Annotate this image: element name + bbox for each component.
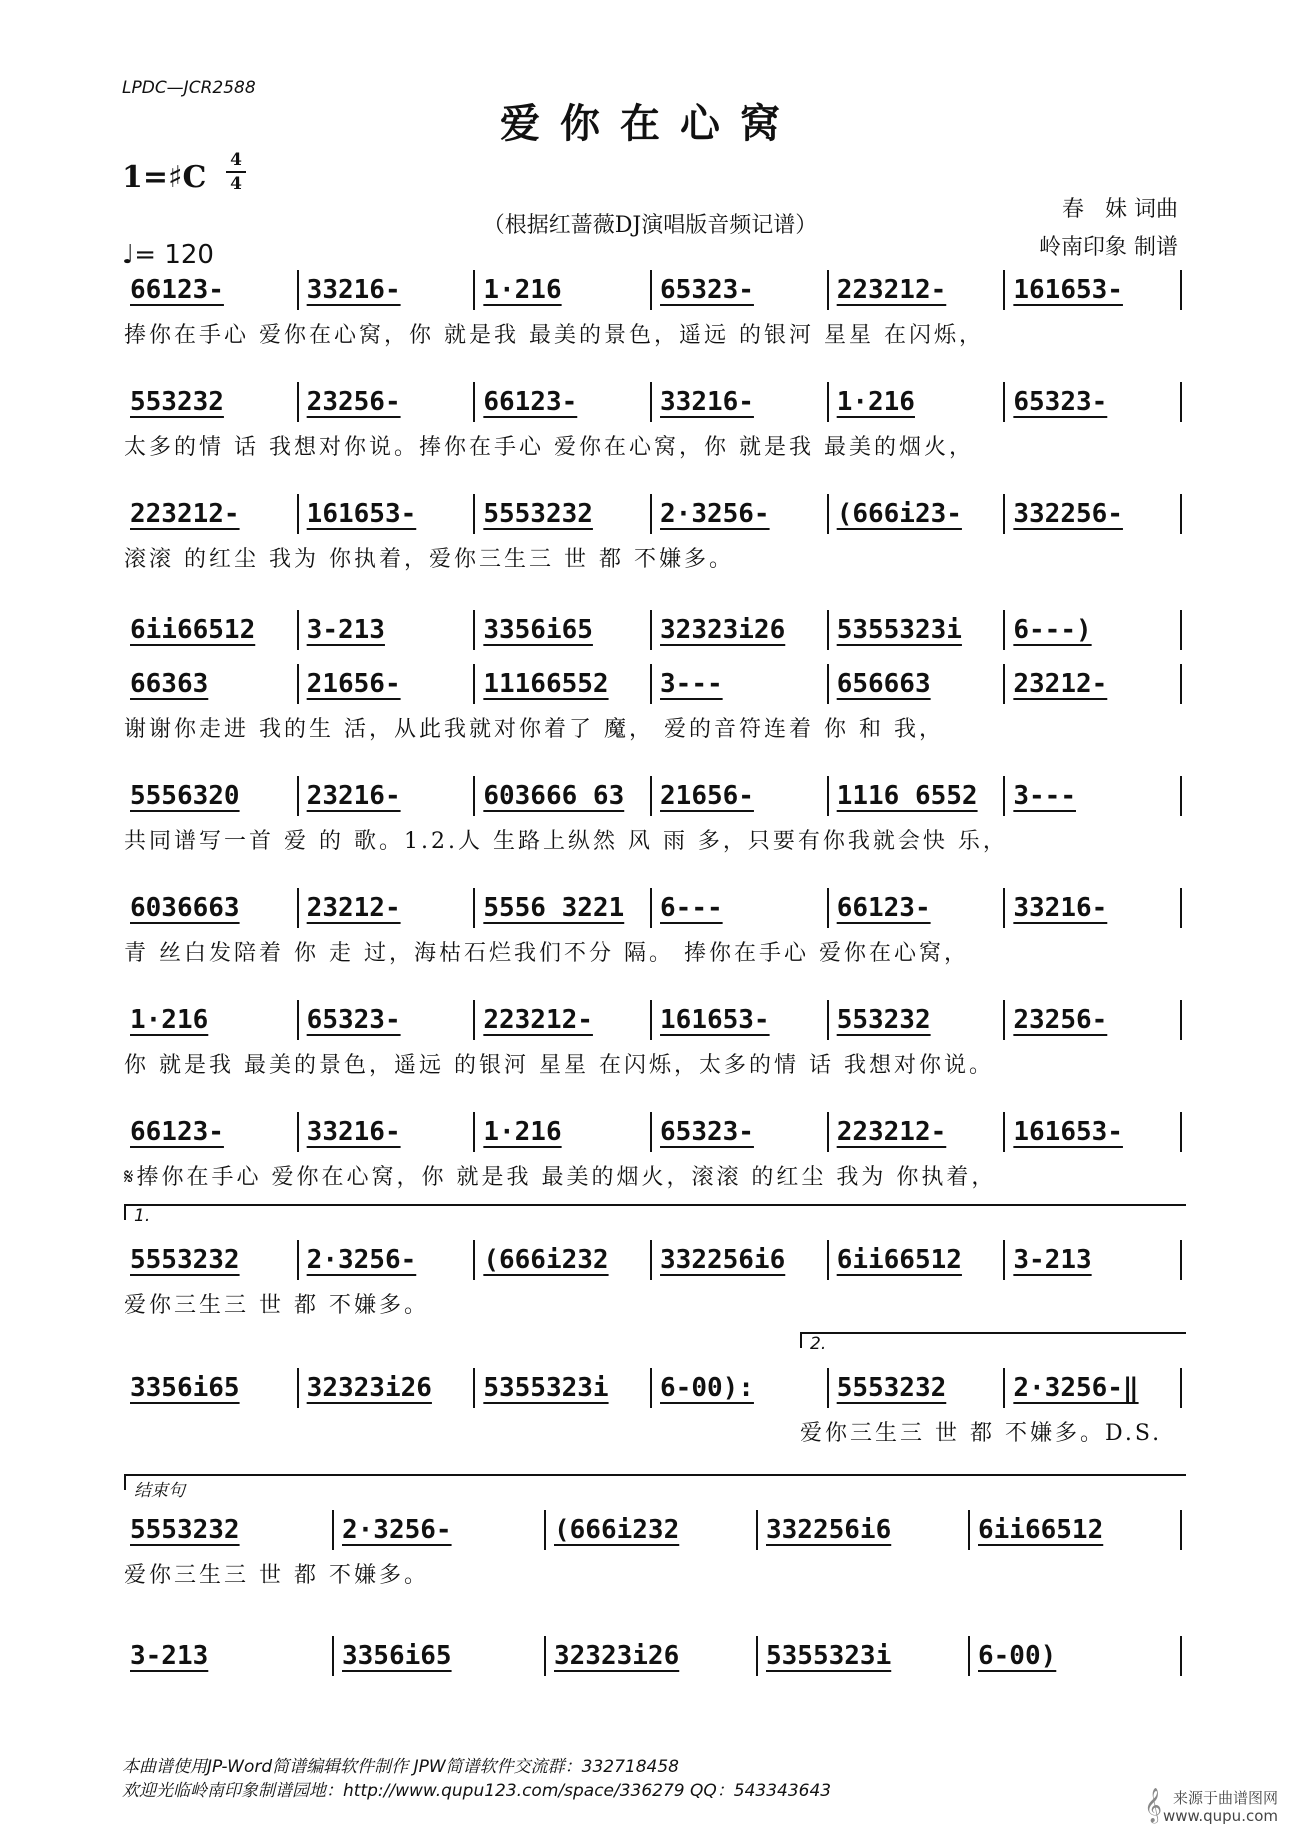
measure: 5355323i <box>475 1368 652 1408</box>
measure: 5355323i <box>829 610 1006 650</box>
measure: 3356i65 <box>122 1368 299 1408</box>
measure: 32323i26 <box>299 1368 476 1408</box>
notation-line <box>122 664 1182 704</box>
measure: 3--- <box>1005 776 1182 816</box>
meter-bottom: 4 <box>230 174 242 194</box>
measure: 161653- <box>1005 1112 1182 1152</box>
measure: 21656- <box>652 776 829 816</box>
measure: 21656- <box>299 664 476 704</box>
measure: 33216- <box>652 382 829 422</box>
notation-line <box>122 270 1182 310</box>
measure: 332256i6 <box>652 1240 829 1280</box>
measure: 2·3256- <box>652 494 829 534</box>
measure: 3-213 <box>299 610 476 650</box>
measure: 223212- <box>475 1000 652 1040</box>
meter-bar <box>226 171 246 173</box>
lyrics-line-2: 爱你三生三 世 都 不嫌多。D.S. <box>800 1421 1163 1446</box>
measure: 33216- <box>299 270 476 310</box>
measure: 23212- <box>299 888 476 928</box>
measure: 2·3256- <box>334 1510 546 1550</box>
measure: 603666 63 <box>475 776 652 816</box>
volta-label-2: 2. <box>810 1334 827 1354</box>
measure: 6ii66512 <box>829 1240 1006 1280</box>
lyrics-credit: 春 妹 词曲 <box>1062 197 1178 222</box>
measure: 11166552 <box>475 664 652 704</box>
notation-line <box>122 1112 1182 1152</box>
notation-line <box>122 1636 1182 1676</box>
measure: 5556320 <box>122 776 299 816</box>
measure: 23256- <box>299 382 476 422</box>
volta-bracket <box>124 1204 1186 1226</box>
measure: (666i232 <box>475 1240 652 1280</box>
measure: 66123- <box>829 888 1006 928</box>
volta-label: 结束句 <box>134 1481 185 1501</box>
measure: 5355323i <box>758 1636 970 1676</box>
lyrics-line: 滚滚 的红尘 我为 你执着，爱你三生三 世 都 不嫌多。 <box>124 547 734 572</box>
measure: 32323i26 <box>652 610 829 650</box>
measure: 6-00): <box>652 1368 829 1408</box>
watermark-line1: 来源于曲谱图网 <box>1172 1789 1278 1807</box>
measure: (666i23- <box>829 494 1006 534</box>
score-code: LPDC—JCR2588 <box>122 78 256 98</box>
lyrics-line: 青 丝白发陪着 你 走 过，海枯石烂我们不分 隔。 捧你在手心 爱你在心窝， <box>124 941 969 966</box>
measure: 3--- <box>652 664 829 704</box>
measure: 161653- <box>652 1000 829 1040</box>
notation-line <box>122 1000 1182 1040</box>
measure: 5556 3221 <box>475 888 652 928</box>
measure: 2·3256- <box>299 1240 476 1280</box>
measure: 6---) <box>1005 610 1182 650</box>
measure: 3-213 <box>1005 1240 1182 1280</box>
measure: 6--- <box>652 888 829 928</box>
footer-website: 欢迎光临岭南印象制谱园地：http://www.qupu123.com/space/336279 QQ：543343643 <box>122 1781 832 1801</box>
measure: 6036663 <box>122 888 299 928</box>
lyrics-line: 捧你在手心 爱你在心窝，你 就是我 最美的景色，遥远 的银河 星星 在闪烁， <box>124 323 984 348</box>
tempo-value: = 120 <box>134 240 214 270</box>
notation-line <box>122 610 1182 650</box>
notation-line <box>122 776 1182 816</box>
measure: 1·216 <box>475 1112 652 1152</box>
volta-bracket <box>124 1474 1186 1501</box>
measure: 33216- <box>299 1112 476 1152</box>
measure: 553232 <box>122 382 299 422</box>
score-credit: 岭南印象 制谱 <box>1039 235 1178 260</box>
notation-line <box>122 1368 1182 1408</box>
quarter-note-icon: ♩ <box>122 240 135 270</box>
measure: 66363 <box>122 664 299 704</box>
measure: 1116 6552 <box>829 776 1006 816</box>
measure: 5553232 <box>122 1240 299 1280</box>
watermark <box>1163 1789 1278 1825</box>
measure: 5553232 <box>829 1368 1006 1408</box>
watermark-line2: www.qupu.com <box>1162 1807 1278 1825</box>
notation-line <box>122 888 1182 928</box>
lyrics-line: 谢谢你走进 我的生 活，从此我就对你着了 魔， 爱的音符连着 你 和 我， <box>124 717 944 742</box>
volta-label: 1. <box>134 1206 151 1226</box>
measure: 65323- <box>1005 382 1182 422</box>
source-note: （根据红蔷薇DJ演唱版音频记谱） <box>482 213 818 238</box>
measure: 223212- <box>122 494 299 534</box>
lyrics-line: 你 就是我 最美的景色，遥远 的银河 星星 在闪烁，太多的情 话 我想对你说。 <box>124 1053 994 1078</box>
measure: 65323- <box>299 1000 476 1040</box>
measure: 1·216 <box>122 1000 299 1040</box>
measure: 1·216 <box>475 270 652 310</box>
measure: 3-213 <box>122 1636 334 1676</box>
notation-line <box>122 494 1182 534</box>
measure: 32323i26 <box>546 1636 758 1676</box>
key-signature: 1=♯C <box>122 160 207 195</box>
measure: 223212- <box>829 270 1006 310</box>
measure: 6-00) <box>970 1636 1182 1676</box>
measure: 3356i65 <box>475 610 652 650</box>
measure: 553232 <box>829 1000 1006 1040</box>
lyrics-line: 𝄋捧你在手心 爱你在心窝，你 就是我 最美的烟火，滚滚 的红尘 我为 你执着， <box>124 1165 997 1190</box>
measure: 332256- <box>1005 494 1182 534</box>
measure: 5553232 <box>122 1510 334 1550</box>
measure: 656663 <box>829 664 1006 704</box>
measure: 161653- <box>1005 270 1182 310</box>
lyrics-line: 共同谱写一首 爱 的 歌。1.2.人 生路上纵然 风 雨 多，只要有你我就会快 乐， <box>124 829 1008 854</box>
song-title: 爱你在心窝 <box>500 100 800 147</box>
measure: 3356i65 <box>334 1636 546 1676</box>
measure: 6ii66512 <box>122 610 299 650</box>
measure: (666i232 <box>546 1510 758 1550</box>
time-signature <box>226 150 246 194</box>
measure: 23216- <box>299 776 476 816</box>
measure: 33216- <box>1005 888 1182 928</box>
tempo-marking <box>122 240 214 270</box>
meter-top: 4 <box>230 150 242 170</box>
footer-software: 本曲谱使用JP-Word简谱编辑软件制作 JPW简谱软件交流群：332718458 <box>122 1757 679 1777</box>
lyrics-line: 爱你三生三 世 都 不嫌多。 <box>124 1563 429 1588</box>
measure: 66123- <box>122 270 299 310</box>
measure: 332256i6 <box>758 1510 970 1550</box>
measure: 23212- <box>1005 664 1182 704</box>
measure: 161653- <box>299 494 476 534</box>
notation-line <box>122 1510 1182 1550</box>
measure: 5553232 <box>475 494 652 534</box>
lyrics-line: 爱你三生三 世 都 不嫌多。 <box>124 1293 429 1318</box>
measure: 1·216 <box>829 382 1006 422</box>
notation-line <box>122 382 1182 422</box>
measure: 66123- <box>122 1112 299 1152</box>
measure: 223212- <box>829 1112 1006 1152</box>
measure: 2·3256-‖ <box>1005 1368 1182 1408</box>
measure: 66123- <box>475 382 652 422</box>
notation-line <box>122 1240 1182 1280</box>
volta-bracket-2 <box>800 1332 1186 1354</box>
measure: 65323- <box>652 270 829 310</box>
treble-clef-icon: 𝄞 <box>1144 1788 1162 1823</box>
measure: 65323- <box>652 1112 829 1152</box>
measure: 23256- <box>1005 1000 1182 1040</box>
measure: 6ii66512 <box>970 1510 1182 1550</box>
lyrics-line: 太多的情 话 我想对你说。捧你在手心 爱你在心窝，你 就是我 最美的烟火， <box>124 435 974 460</box>
